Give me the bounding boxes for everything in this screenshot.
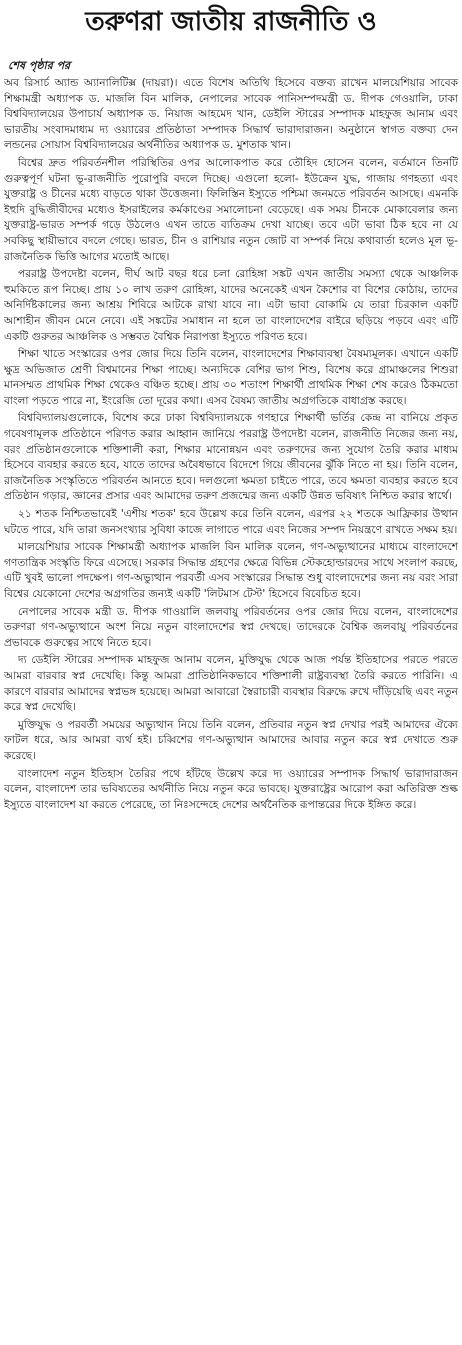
article-paragraph: মালয়েশিয়ার সাবেক শিক্ষামন্ত্রী অধ্যাপক মাজলি বিন মালিক বলেন, গণ-অভ্যুত্থানের মাধ্যমে বাংলাদেশে গণতান্ত্রিক সংস্কৃতি ফিরে এসেছে। সরকার সিদ্ধান্ত গ্রহণের ক্ষেত্রে বিভিন্ন স্টেকহোল্ডারদের সাথে সংলাপ করছে, এটি খুবই ভালো পদক্ষেপ। গণ-অভ্যুত্থান পরবর্তী এসব সংস্কারের সিদ্ধান্ত শুধু বাংলাদেশের জন্য নয় বরং সারা বিশ্বের যেকোনো দেশের অগ্রগতির জন্যই একটি 'লিটমাস টেস্ট' হিসেবে বিবেচিত হবে। xyxy=(4,541,458,600)
headline: তরুণরা জাতীয় রাজনীতি ও xyxy=(85,7,377,37)
article-paragraph: শিক্ষা খাতে সংস্কারের ওপর জোর দিয়ে তিনি বলেন, বাংলাদেশের শিক্ষাব্যবস্থা বৈষম্যমূলক। এখানে একটি ক্ষুদ্র অভিজাত শ্রেণী বিশ্বমানের শিক্ষা পাচ্ছে। অন্যদিকে বেশির ভাগ শিশু, বিশেষ করে গ্রামাঞ্চলের শিশুরা মানসম্মত প্রাথমিক শিক্ষা থেকেও বঞ্চিত হচ্ছে। প্রায় ৩০ শতাংশ শিক্ষার্থী প্রাথমিক শিক্ষা শেষ করেও ঠিকমতো বাংলা পড়তে পারে না, ইংরেজি তো দূরের কথা। এসব বৈষম্য জাতীয় অগ্রগতিকে বাধাগ্রস্ত করছে। xyxy=(4,348,458,407)
article-paragraph: নেপালের সাবেক মন্ত্রী ড. দীপক গাওয়ালি জলবায়ু পরিবর্তনের ওপর জোর দিয়ে বলেন, বাংলাদেশের তরুণরা গণ-অভ্যুত্থানে অংশ নিয়ে নতুন বাংলাদেশের স্বপ্ন দেখছে। তাদেরকে বৈশ্বিক জলবায়ু পরিবর্তনের প্রভাবকে গুরুত্বের সাথে নিতে হবে। xyxy=(4,605,458,649)
article-paragraph: পররাষ্ট্র উপদেষ্টা বলেন, দীর্ঘ আট বছর ধরে চলা রোহিঙ্গা সঙ্কট এখন জাতীয় সমস্যা থেকে আঞ্চলিক হুমকিতে রূপ নিচ্ছে। প্রায় ১০ লাখ তরুণ রোহিঙ্গা, যাদের অনেকেই এখন কৈশোর বা বিশের কোঠায়, তাদের অনির্দিষ্টকালের জন্য আশ্রয় শিবিরে আটকে রাখা যাবে না। এটা ভাবা বোকামি যে তারা চিরকাল একটি আশাহীন জীবন মেনে নেবে। এই সঙ্কটের সমাধান না হলে তা বাংলাদেশের বাইরে ছড়িয়ে পড়বে এবং এটি একটি গুরুতর আঞ্চলিক ও সম্ভবত বৈশ্বিক নিরাপত্তা ইস্যুতে পরিণত হবে। xyxy=(4,268,458,343)
article-paragraph: ২১ শতক নিশ্চিতভাবেই 'এশীয় শতক' হবে উল্লেখ করে তিনি বলেন, এরপর ২২ শতকে আফ্রিকার উত্থান ঘটতে পারে, যদি তারা জনসংখ্যার সুবিধা কাজে লাগাতে পারে এবং নিজের সম্পদ নিয়ন্ত্রণে রাখতে সক্ষম হয়। xyxy=(4,508,458,536)
article-paragraph: অব রিসার্চ অ্যান্ড অ্যানালিটিক্স (দায়রা)। এতে বিশেষ অতিথি হিসেবে বক্তব্য রাখেন মালয়েশিয়ার সাবেক শিক্ষামন্ত্রী অধ্যাপক ড. মাজলি বিন মালিক, নেপালের সাবেক পানিসম্পদমন্ত্রী ড. দীপক গেওয়ালি, ঢাকা বিশ্ববিদ্যালয়ের উপাচার্য অধ্যাপক ড. নিয়াজ আহমেদ খান, ডেইলি স্টারের সম্পাদক মাহফুজ আনাম এবং ভারতীয় সংবাদমাধ্যম দ্য ওয়্যারের প্রতিষ্ঠাতা সম্পাদক সিদ্ধার্থ ভারাদারাজন। অনুষ্ঠানে স্বাগত বক্তব্য দেন লন্ডনের সোয়াস বিশ্ববিদ্যালয়ের অর্থনীতির অধ্যাপক ড. মুশতাক খান। xyxy=(4,77,458,152)
article-paragraph: দ্য ডেইলি স্টারের সম্পাদক মাহফুজ আনাম বলেন, মুক্তিযুদ্ধ থেকে আজ পর্যন্ত ইতিহাসের পরতে পরতে আমরা বারবার স্বপ্ন দেখেছি। কিন্তু আমরা প্রাতিষ্ঠানিকভাবে শক্তিশালী রাষ্ট্রব্যবস্থা তৈরি করতে পারিনি। এ কারণে বারবার আমাদের স্বপ্নভঙ্গ হয়েছে। আমরা আবারো স্বৈরাচারী ব্যবস্থার বিরুদ্ধে রুখে দাঁড়িয়েছি এবং নতুন করে স্বপ্ন দেখেছি। xyxy=(4,654,458,714)
article-paragraph: মুক্তিযুদ্ধ ও পরবর্তী সময়ের অভ্যুত্থান নিয়ে তিনি বলেন, প্রতিবার নতুন স্বপ্ন দেখার পরই আমাদের ঐক্যে ফাটল ধরে, আর আমরা ব্যর্থ হই। চব্বিশের গণ-অভ্যুত্থান আমাদের আবার নতুন করে স্বপ্ন দেখাতে শুরু করেছে। xyxy=(4,718,458,762)
article-paragraph: বিশ্বের দ্রুত পরিবর্তনশীল পরিস্থিতির ওপর আলোকপাত করে তৌহিদ হোসেন বলেন, বর্তমানে তিনটি গুরুত্বপূর্ণ ঘটনা ভূ-রাজনীতি পুরোপুরি বদলে দিচ্ছে। এগুলো হলো- ইউক্রেন যুদ্ধ, গাজায় গণহত্যা এবং যুক্তরাষ্ট্র ও চীনের মধ্যে বাড়তে থাকা উত্তেজনা। ফিলিস্তিন ইস্যুতে পশ্চিমা জনমতে পরিবর্তন আসছে। এমনকি ইহুদি বুদ্ধিজীবীদের মধ্যেও ইসরাইলের কর্মকাণ্ডের সমালোচনা বেড়েছে। এক সময় চীনকে মোকাবেলার জন্য যুক্তরাষ্ট্র-ভারত সম্পর্ক গড়ে উঠলেও এখন তাতে ব্যতিক্রম দেখা যাচ্ছে। তবে এটা ভাবা ঠিক হবে না যে সবকিছু স্থায়ীভাবে বদলে গেছে। ভারত, চীন ও রাশিয়ার নতুন জোট বা সম্পর্ক নিয়ে কথাবার্তা হলেও মূল ভূ-রাজনৈতিক ভিত্তি আগের মতোই আছে। xyxy=(4,156,458,263)
article-paragraph: বাংলাদেশ নতুন ইতিহাস তৈরির পথে হাঁটছে উল্লেখ করে দ্য ওয়্যারের সম্পাদক সিদ্ধার্থ ভারাদারাজন বলেন, বাংলাদেশ তার ভবিষ্যতের অর্থনীতি নিয়ে নতুন করে ভাবছে। যুক্তরাষ্ট্রের আরোপ করা অতিরিক্ত শুল্ক ইস্যুতে বাংলাদেশ যা করতে পেরেছে, তা নিঃসন্দেহে দেশের অর্থনৈতিক রূপান্তরের দিকে ইঙ্গিত করে। xyxy=(4,767,458,811)
continued-from-label: শেষ পৃষ্ঠার পর xyxy=(8,59,71,72)
article-paragraph: বিশ্ববিদ্যালয়গুলোকে, বিশেষ করে ঢাকা বিশ্ববিদ্যালয়কে গণহারে শিক্ষার্থী ভর্তির কেন্দ্র না বানিয়ে প্রকৃত গবেষণামূলক প্রতিষ্ঠানে পরিণত করার আহ্বান জানিয়ে পররাষ্ট্র উপদেষ্টা বলেন, রাজনীতি নিজের জন্য নয়, বরং প্রতিষ্ঠানগুলোকে শক্তিশালী করা, শিক্ষার মানোন্নয়ন এবং তরুণদের জন্য সুযোগ তৈরি করার মাধ্যম হিসেবে ব্যবহার করতে হবে, যাতে তাদের অবৈধভাবে বিদেশে গিয়ে জীবনের ঝুঁকি নিতে না হয়। তিনি বলেন, রাজনৈতিক সংস্কৃতিতে পরিবর্তন আনতে হবে। দলগুলো ক্ষমতা চাইতে পারে, তবে ক্ষমতা ব্যবহার করতে হবে প্রতিষ্ঠান গড়ার, জ্ঞানের প্রসার এবং আমাদের তরুণ প্রজন্মের জন্য একটি উন্নত ভবিষ্যৎ নিশ্চিত করার স্বার্থে। xyxy=(4,412,458,503)
article-body xyxy=(4,76,458,815)
